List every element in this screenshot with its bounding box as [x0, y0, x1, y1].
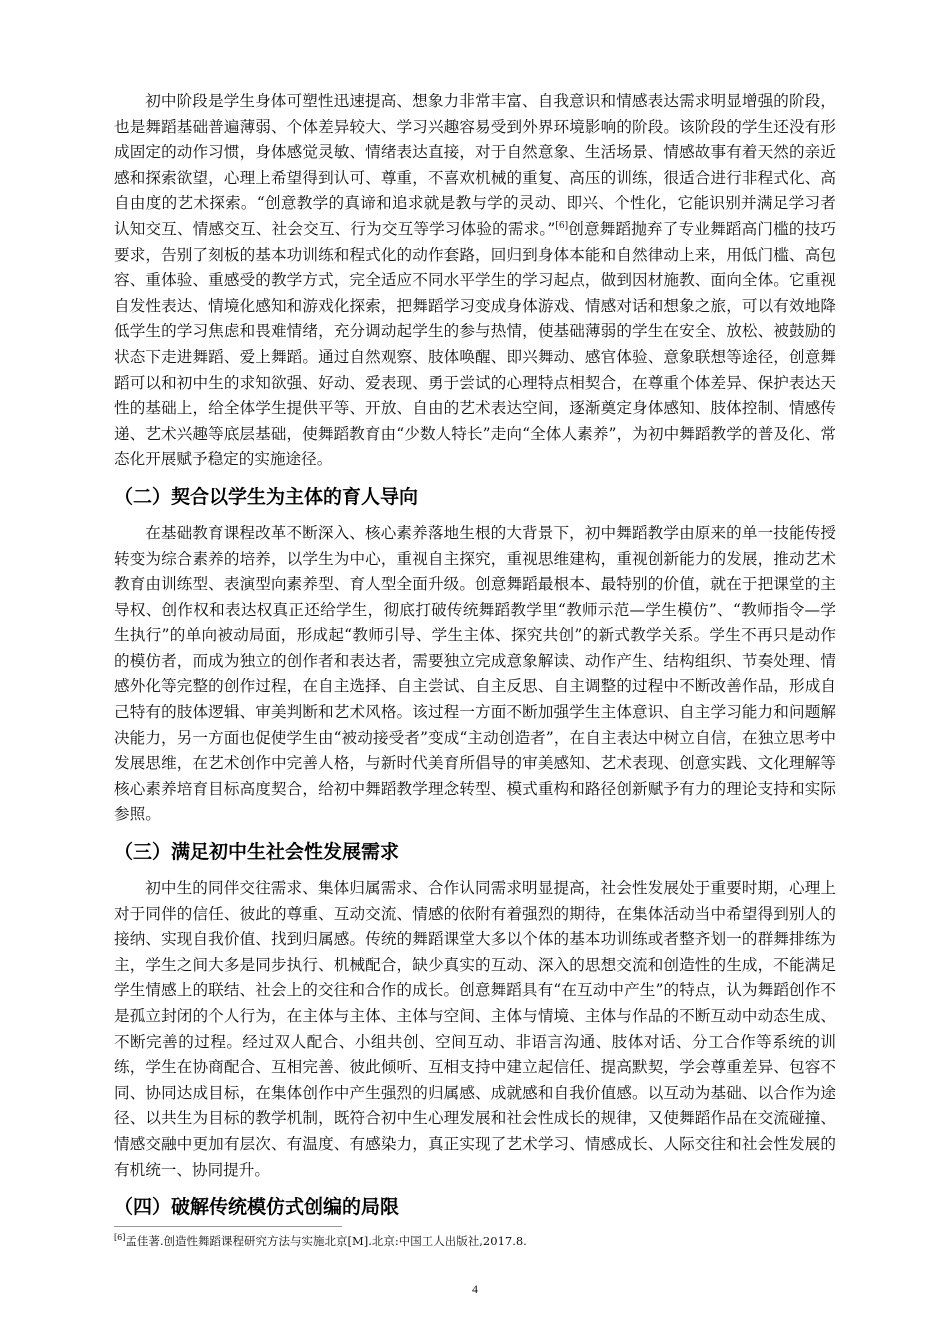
- footnote-marker: [6]: [114, 1233, 126, 1243]
- footnote-text: 孟佳著.创造性舞蹈课程研究方法与实施北京[M].北京:中国工人出版社,2017.8.: [125, 1234, 527, 1248]
- paragraph-1: 初中阶段是学生身体可塑性迅速提高、想象力非常丰富、自我意识和情感表达需求明显增强的阶段，也是舞蹈基础普遍薄弱、个体差异较大、学习兴趣容易受到外界环境影响的阶段。该阶段的学生还没有形成固定的动作习惯，身体感觉灵敏、情绪表达直接，对于自然意象、生活场景、情感故事有着天然的亲近感和探索欲望，心理上希望得到认可、尊重，不喜欢机械的重复、高压的训练，很适合进行非程式化、高自由度的艺术探索。“创意教学的真谛和追求就是教与学的灵动、即兴、个性化，它能识别并满足学习者认知交互、情感交互、社会交互、行为交互等学习体验的需求。”[6]创意舞蹈抛弃了专业舞蹈高门槛的技巧要求，告别了刻板的基本功训练和程式化的动作套路，回归到身体本能和自然律动上来，用低门槛、高包容、重体验、重感受的教学方式，完全适应不同水平学生的学习起点，做到因材施教、面向全体。它重视自发性表达、情境化感知和游戏化探索，把舞蹈学习变成身体游戏、情感对话和想象之旅，可以有效地降低学生的学习焦虑和畏难情绪，充分调动起学生的参与热情，使基础薄弱的学生在安全、放松、被鼓励的状态下走进舞蹈、爱上舞蹈。通过自然观察、肢体唤醒、即兴舞动、感官体验、意象联想等途径，创意舞蹈可以和初中生的求知欲强、好动、爱表现、勇于尝试的心理特点相契合，在尊重个体差异、保护表达天性的基础上，给全体学生提供平等、开放、自由的艺术表达空间，逐渐奠定身体感知、肢体控制、情感传递、艺术兴趣等底层基础，使舞蹈教育由“少数人特长”走向“全体人素养”，为初中舞蹈教学的普及化、常态化开展赋予稳定的实施途径。: [114, 92, 836, 469]
- section-heading-4: （四）破解传统模仿式创编的局限: [114, 1196, 400, 1219]
- footnote-divider: [114, 1226, 342, 1227]
- footnote: [114, 1233, 836, 1249]
- citation-reference[interactable]: [6]: [555, 220, 569, 231]
- paragraph-3: 初中生的同伴交往需求、集体归属需求、合作认同需求明显提高，社会性发展处于重要时期，心理上对于同伴的信任、彼此的尊重、互动交流、情感的依附有着强烈的期待，在集体活动当中希望得到别人的接纳、实现自我价值、找到归属感。传统的舞蹈课堂大多以个体的基本功训练或者整齐划一的群舞排练为主，学生之间大多是同步执行、机械配合，缺少真实的互动、深入的思想交流和创造性的生成，不能满足学生情感上的联结、社会上的交往和合作的成长。创意舞蹈具有“在互动中产生”的特点，认为舞蹈创作不是孤立封闭的个人行为，在主体与主体、主体与空间、主体与情境、主体与作品的不断互动中动态生成、不断完善的过程。经过双人配合、小组共创、空间互动、非语言沟通、肢体对话、分工合作等系统的训练，学生在协商配合、互相完善、彼此倾听、互相支持中建立起信任、提高默契，学会尊重差异、包容不同、协同达成目标，在集体创作中产生强烈的归属感、成就感和自我价值感。以互动为基础、以合作为途径、以共生为目标的教学机制，既符合初中生心理发展和社会性成长的规律，又使舞蹈作品在交流碰撞、情感交融中更加有层次、有温度、有感染力，真正实现了艺术学习、情感成长、人际交往和社会性发展的有机统一、协同提升。: [114, 879, 836, 1179]
- section-heading-2: （二）契合以学生为主体的育人导向: [114, 485, 419, 508]
- main-content: [114, 89, 836, 1231]
- paragraph-2: 在基础教育课程改革不断深入、核心素养落地生根的大背景下，初中舞蹈教学由原来的单一技能传授转变为综合素养的培养，以学生为中心，重视自主探究，重视思维建构，重视创新能力的发展，推动艺术教育由训练型、表演型向素养型、育人型全面升级。创意舞蹈最根本、最特别的价值，就在于把课堂的主导权、创作权和表达权真正还给学生，彻底打破传统舞蹈教学里“教师示范—学生模仿”、“教师指令—学生执行”的单向被动局面，形成起“教师引导、学生主体、探究共创”的新式教学关系。学生不再只是动作的模仿者，而成为独立的创作者和表达者，需要独立完成意象解读、动作产生、结构组织、节奏处理、情感外化等完整的创作过程，在自主选择、自主尝试、自主反思、自主调整的过程中不断改善作品，形成自己特有的肢体逻辑、审美判断和艺术风格。该过程一方面不断加强学生主体意识、自主学习能力和问题解决能力，另一方面也促使学生由“被动接受者”变成“主动创造者”，在自主表达中树立自信，在独立思考中发展思维，在艺术创作中完善人格，与新时代美育所倡导的审美感知、艺术表现、创意实践、文化理解等核心素养培育目标高度契合，给初中舞蹈教学理念转型、模式重构和路径创新赋予有力的理论支持和实际参照。: [114, 523, 836, 824]
- section-heading-3: （三）满足初中生社会性发展需求: [114, 841, 400, 864]
- page-number: 4: [472, 1282, 478, 1296]
